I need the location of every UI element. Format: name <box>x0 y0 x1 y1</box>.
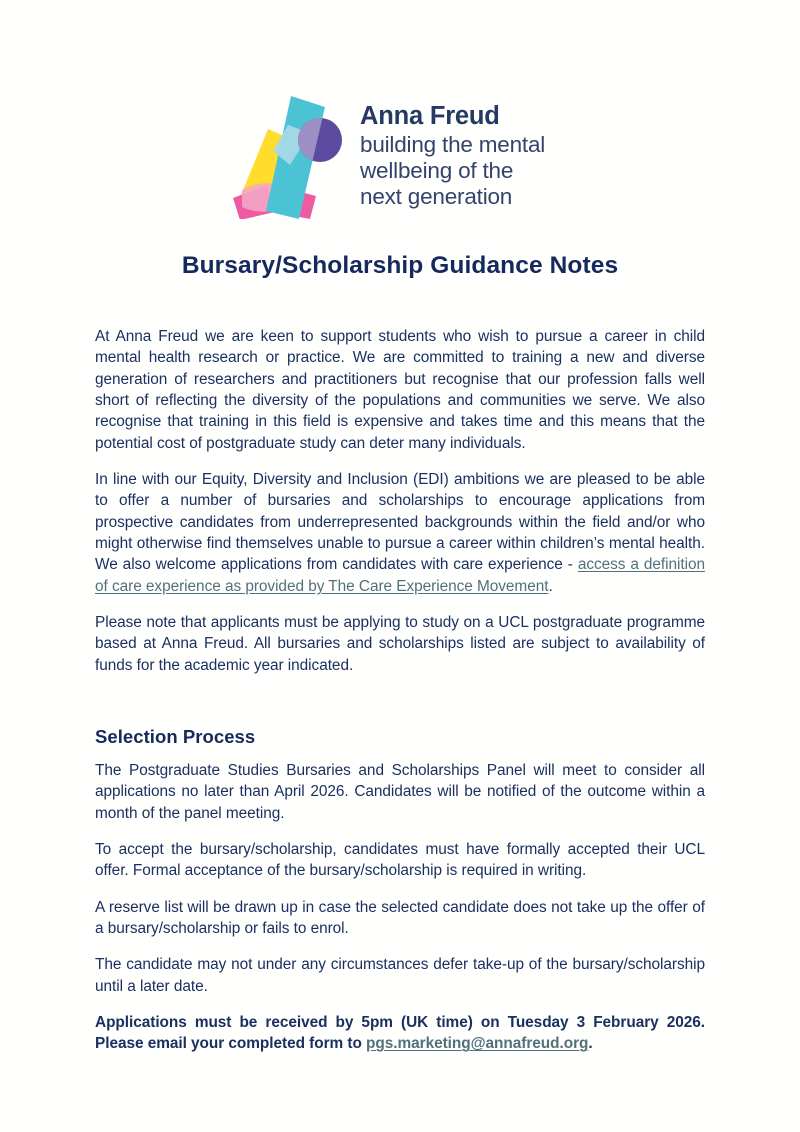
deadline-paragraph <box>95 1012 705 1055</box>
selection-paragraph-2: To accept the bursary/scholarship, candidates must have formally accepted their UCL offer. Formal acceptance of the bursary/scholarship is required in writing. <box>95 840 705 880</box>
deadline-text-after-email: . <box>588 1035 593 1053</box>
logo-tagline-line-1: building the mental <box>360 131 546 157</box>
paragraph-2-text-before-link: In line with our Equity, Diversity and Inclusion (EDI) ambitions we are pleased to be able to offer a number of bursaries and scholarships to encourage applications from prospective candidates from underrepresented backgrounds within the field and/or who might otherwise find themselves unable to pursue a career within children’s mental health. We also welcome applications from candidates with care experience - <box>95 470 705 574</box>
selection-process-heading: Selection Process <box>95 725 256 747</box>
section-spacer <box>95 691 705 704</box>
document-body <box>95 326 705 1055</box>
anna-freud-wordmark <box>360 102 545 210</box>
logo-tagline-line-3: next generation <box>360 183 513 209</box>
page-title: Bursary/Scholarship Guidance Notes <box>181 252 619 279</box>
care-experience-definition-link[interactable]: access a definition of care experience as provided by The Care Experience Movement <box>95 556 705 595</box>
anna-freud-logo <box>228 92 588 220</box>
intro-paragraph-2 <box>95 469 705 597</box>
anna-freud-logo-mark-icon <box>228 93 346 219</box>
logo-name: Anna Freud <box>360 102 500 131</box>
intro-paragraph-3: Please note that applicants must be applying to study on a UCL postgraduate programme based at Anna Freud. All bursaries and scholarships listed are subject to availability of funds for the academic year indicated. <box>95 613 705 674</box>
selection-paragraph-4: The candidate may not under any circumstances defer take-up of the bursary/scholarship until a later date. <box>95 956 705 995</box>
logo-tagline-line-2: wellbeing of the <box>360 157 514 183</box>
selection-paragraph-3: A reserve list will be drawn up in case the selected candidate does not take up the offer of a bursary/scholarship or fails to enrol. <box>95 898 705 937</box>
selection-paragraph-1: The Postgraduate Studies Bursaries and Scholarships Panel will meet to consider all applications no later than April 2026. Candidates will be notified of the outcome within a month of the panel meeting. <box>95 761 705 822</box>
contact-email-link[interactable]: pgs.marketing@annafreud.org <box>366 1035 589 1053</box>
paragraph-2-text-after-link: . <box>548 577 553 595</box>
intro-paragraph-1: At Anna Freud we are keen to support students who wish to pursue a career in child mental health research or practice. We are committed to training a new and diverse generation of researchers and practitioners but recognise that our profession falls well short of reflecting the diversity of the populations and communities we serve. We also recognise that training in this field is expensive and takes time and this means that the potential cost of postgraduate study can deter many individuals. <box>95 328 705 452</box>
deadline-text-before-email: Applications must be received by 5pm (UK time) on Tuesday 3 February 2026. Please email your completed form to <box>95 1013 705 1053</box>
